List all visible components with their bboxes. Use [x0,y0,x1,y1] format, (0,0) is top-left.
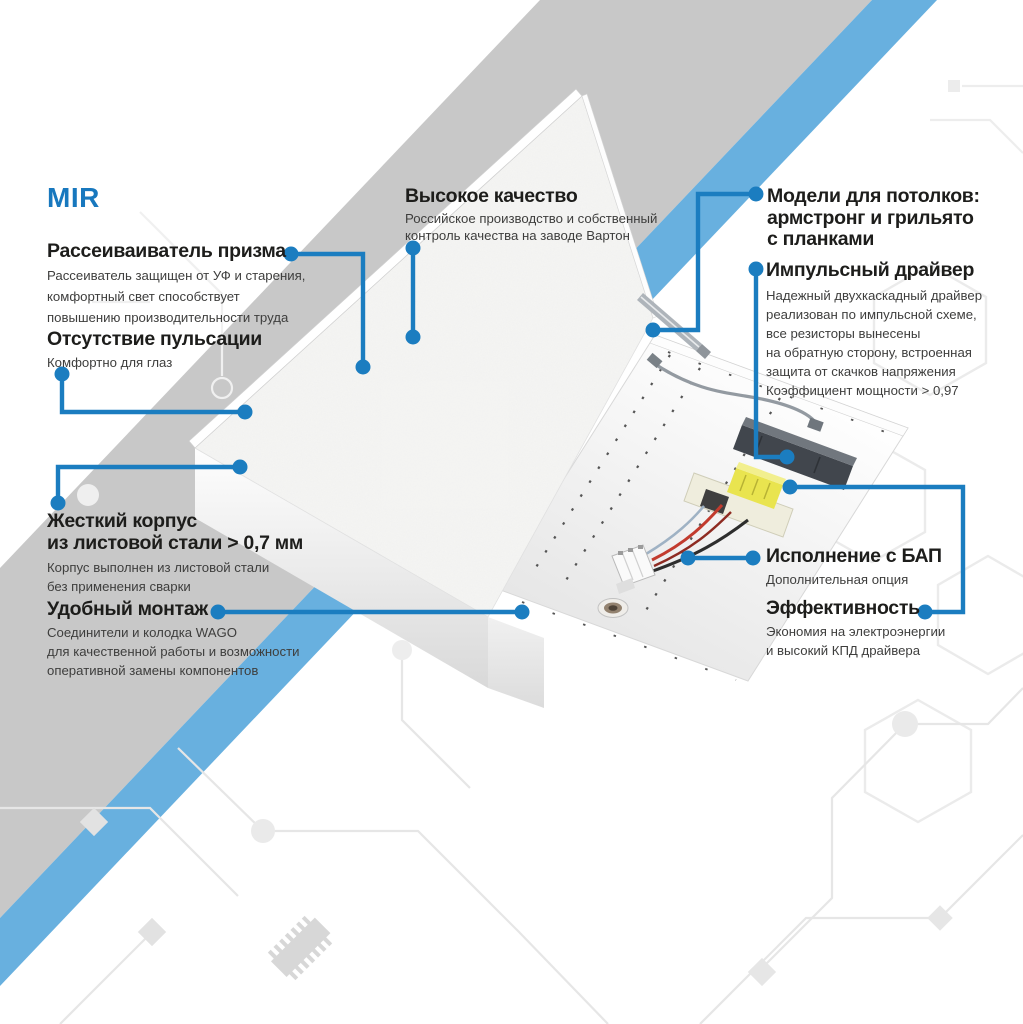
callout-no-pulsation-text [47,329,262,372]
text-line: оперативной замены компонентов [47,662,259,678]
text-line: защита от скачков напряжения [766,363,956,379]
callout-pulse-driver-text [766,260,982,400]
callout-diffuser-text [47,241,305,328]
text-line: Дополнительная опция [766,571,909,587]
callout-title: Исполнение с БАП [766,545,942,567]
text-line: Рассеиватель защищен от УФ и старения, [47,267,306,283]
callout-title-line: из листовой стали > 0,7 мм [47,531,303,554]
callout-bap-text [766,546,942,589]
text-line: контроль качества на заводе Вартон [405,228,630,243]
callout-easy-mount-text [47,599,300,680]
callout-title: Отсутствие пульсации [47,328,262,350]
callout-title: Импульсный драйвер [766,259,975,281]
callout-title: Удобный монтаж [47,598,208,620]
callout-efficiency-text [766,598,945,660]
text-line: Комфортно для глаз [47,354,173,370]
text-line: на обратную сторону, встроенная [766,344,972,360]
callout-title-line: Модели для потолков: [767,185,980,207]
text-line: реализован по импульсной схеме, [766,306,977,322]
callout-title: Эффективность [766,597,920,619]
chip-icon [268,915,333,980]
text-line: повышению производительности труда [47,309,289,325]
text-line: Корпус выполнен из листовой стали [47,560,270,575]
text-line: Соединители и колодка WAGO [47,624,238,640]
text-line: комфортный свет способствует [47,288,240,304]
text-line: без применения сварки [47,579,191,594]
text-line: все резисторы вынесены [766,325,921,341]
callout-title: Высокое качество [405,185,578,207]
text-line: Российское производство и собственный [405,210,658,226]
brand-logo: MIR [47,182,100,213]
mounting-hole [598,599,628,618]
text-line: Экономия на электроэнергии [766,623,946,639]
callout-quality-text [405,186,657,245]
text-line: и высокий КПД драйвера [766,642,921,658]
text-line: для качественной работы и возможности [47,643,300,659]
callout-title: Рассеиваиватель призма [47,240,286,262]
callout-title-line: Жесткий корпус [47,510,197,532]
text-line: Коэффициент мощности > 0,97 [766,382,959,398]
callout-ceiling-models-text [767,186,980,251]
callout-title-line: с планками [767,228,875,250]
text-line: Надежный двухкаскадный драйвер [766,287,983,303]
slab-right-wall [488,617,544,708]
callout-rigid-body-text [47,511,303,596]
callout-title-line: армстронг и грильято [767,206,974,229]
